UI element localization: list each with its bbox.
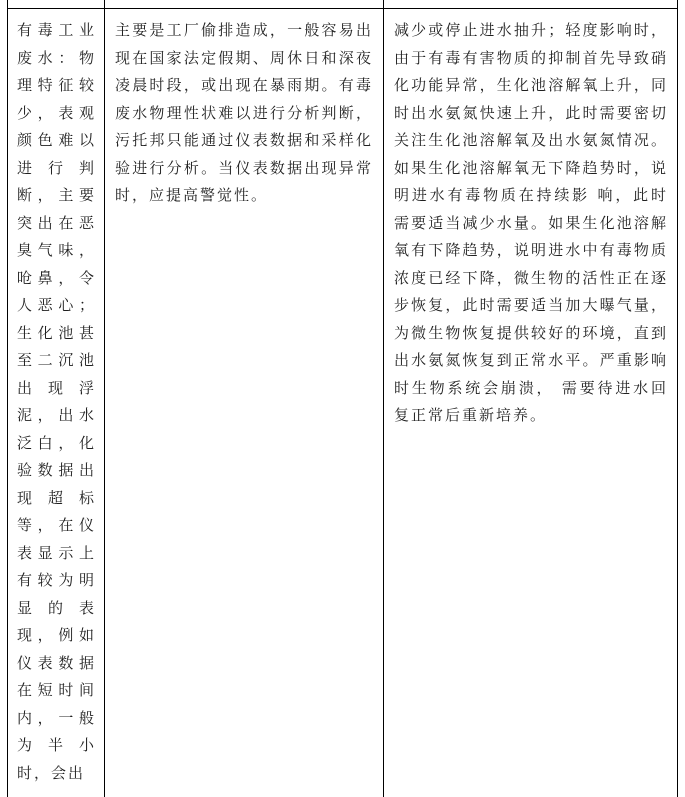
- cell-response-measures: [383, 9, 678, 797]
- cell-waste-type-and-characteristics: [7, 9, 104, 797]
- previous-row-fragment: [7, 0, 678, 9]
- previous-row-cell-3: [383, 0, 678, 8]
- wastewater-table: [7, 0, 678, 797]
- waste-type-text: 有毒工业废水：物理特征较少，表观颜色难以进行判断，主要突出在恶臭气味，呛鼻，令人恶心；生化池甚至二沉池出现浮泥，出水泛白，化验数据出现超标等，在仪表显示上有较为明显的表现，例如仪表数据在短时间内，一般为半小时，会出: [17, 21, 96, 782]
- response-measures-text: 减少或停止进水抽升；轻度影响时，由于有毒有害物质的抑制首先导致硝化功能异常，生化池溶解氧上升，同时出水氨氮快速上升，此时需要密切关注生化池溶解氧及出水氨氮情况。如果生化池溶解氧无下降趋势时，说明进水有毒物质在持续影 响，此时需要适当减少水量。如果生化池溶解氧有下降趋势，说明进水中有毒物质浓度已经下降，微生物的活性正在逐步恢复，此时需要适当加大曝气量，为微生物恢复提供较好的环境，直到出水氨氮恢复到正常水平。严重影响时生物系统会崩溃， 需要待进水回复正常后重新培养。: [394, 21, 668, 424]
- table-row: [7, 9, 678, 797]
- previous-row-cell-1: [7, 0, 104, 8]
- previous-row-cell-2: [104, 0, 383, 8]
- cause-analysis-text: 主要是工厂偷排造成，一般容易出现在国家法定假期、周休日和深夜凌晨时段，或出现在暴雨期。有毒废水物理性状难以进行分析判断，污托邦只能通过仪表数据和采样化验进行分析。当仪表数据出现异常时，应提高警觉性。: [115, 21, 373, 204]
- cell-cause-analysis: [104, 9, 383, 797]
